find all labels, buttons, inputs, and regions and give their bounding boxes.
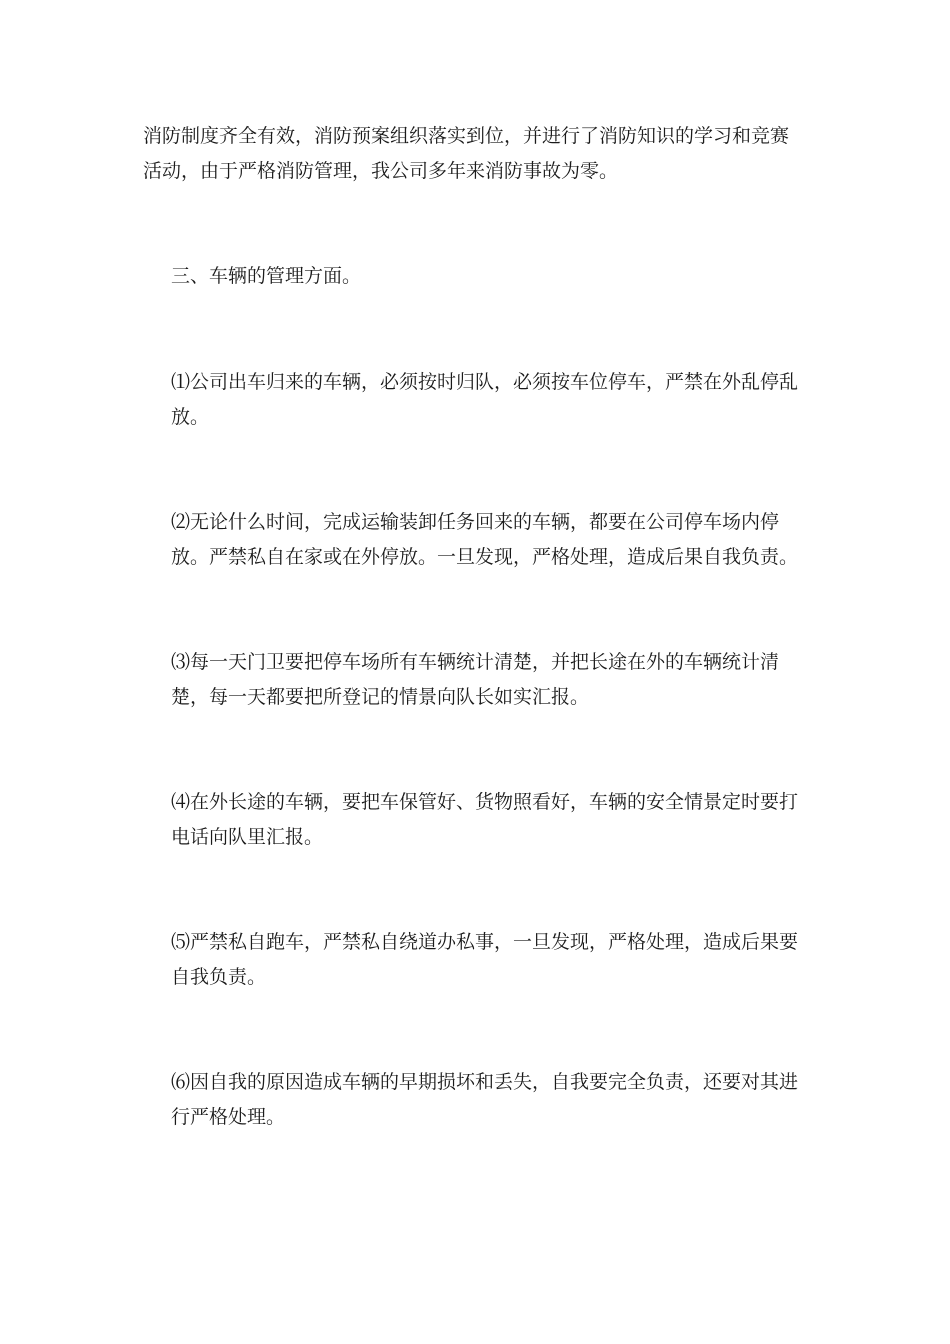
paragraph-fire-safety: 消防制度齐全有效，消防预案组织落实到位，并进行了消防知识的学习和竞赛活动，由于严格消防管理，我公司多年来消防事故为零。 <box>143 125 790 182</box>
paragraph-item-3: ⑶每一天门卫要把停车场所有车辆统计清楚，并把长途在外的车辆统计清楚，每一天都要把所登记的情景向队长如实汇报。 <box>171 651 780 708</box>
paragraph-item-1: ⑴公司出车归来的车辆，必须按时归队，必须按车位停车，严禁在外乱停乱放。 <box>171 371 799 428</box>
paragraph-item-6: ⑹因自我的原因造成车辆的早期损坏和丢失，自我要完全负责，还要对其进行严格处理。 <box>171 1071 799 1128</box>
paragraph-item-4: ⑷在外长途的车辆，要把车保管好、货物照看好，车辆的安全情景定时要打电话向队里汇报。 <box>171 791 799 848</box>
section-heading-vehicle-management: 三、车辆的管理方面。 <box>171 265 362 287</box>
paragraph-item-5: ⑸严禁私自跑车，严禁私自绕道办私事，一旦发现，严格处理，造成后果要自我负责。 <box>171 931 799 988</box>
paragraph-item-2: ⑵无论什么时间，完成运输装卸任务回来的车辆，都要在公司停车场内停放。严禁私自在家或在外停放。一旦发现，严格处理，造成后果自我负责。 <box>171 511 799 568</box>
